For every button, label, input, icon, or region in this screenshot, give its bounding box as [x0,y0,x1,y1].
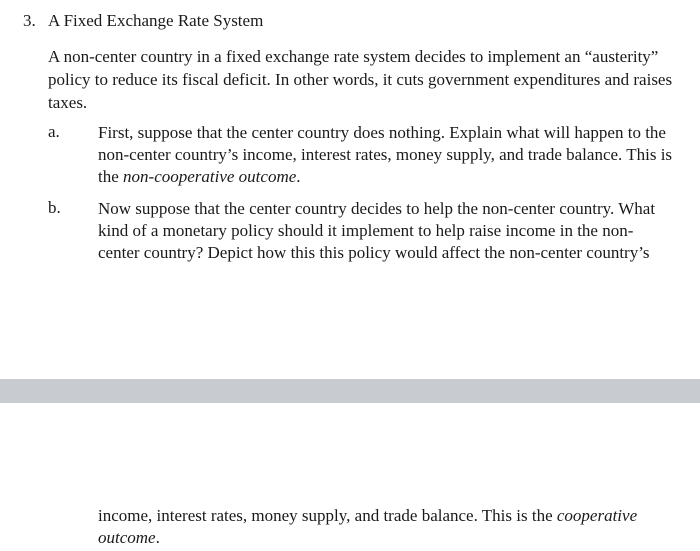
continuation-suffix: . [155,528,160,547]
part-a-label: a. [48,122,60,141]
part-a-emphasis: non-cooperative outcome [123,167,297,186]
part-a-body: First, suppose that the center country does nothing. Explain what will happen to the non-center country’s income, interest rates, money supply, and trade balance. This is the [98,123,673,186]
part-b-label: b. [48,198,61,217]
question-title: A Fixed Exchange Rate System [48,11,264,30]
part-a-text [98,122,673,188]
part-b-continuation [98,505,673,549]
question-number: 3. [23,11,36,30]
question-intro: A non-center country in a fixed exchange rate system decides to implement an “austerity” policy to reduce its fiscal deficit. In other words, it cuts government expenditures and raises taxes. [48,47,673,112]
page-divider [0,379,700,403]
continuation-emphasis: cooperative outcome [98,506,638,547]
part-b-text: Now suppose that the center country decides to help the non-center country. What kind of a monetary policy should it implement to help raise income in the non-center country? Depict how this this policy would affect the non-center country’s [98,199,656,262]
question-heading [23,11,263,31]
part-a-suffix: . [296,167,301,186]
continuation-body: income, interest rates, money supply, and trade balance. This is the [98,506,557,525]
